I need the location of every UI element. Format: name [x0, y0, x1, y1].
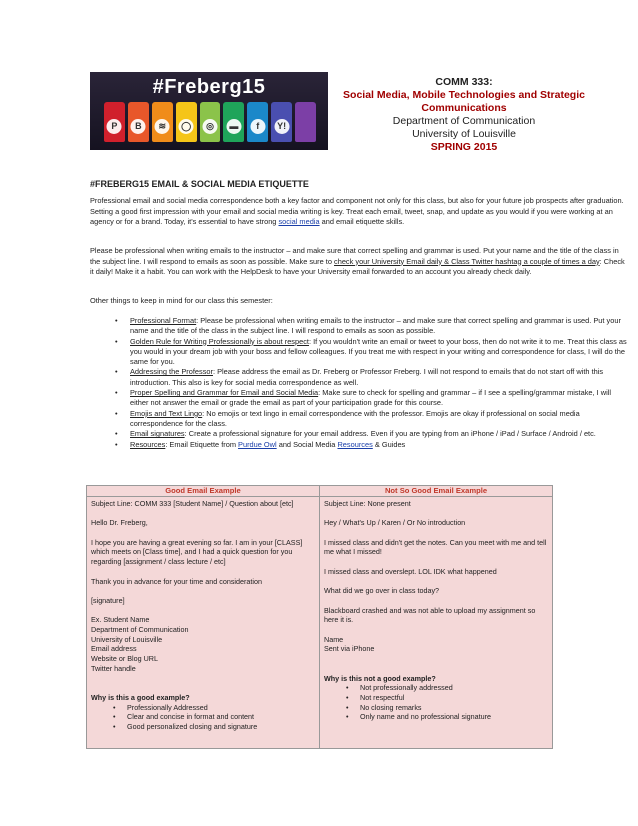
course-name-line1: Social Media, Mobile Technologies and Strategic — [343, 89, 585, 101]
course-code: COMM 333: — [435, 76, 493, 88]
spacer — [324, 664, 548, 674]
table-line: Department of Communication — [91, 625, 189, 635]
table-line: Hey / What's Up / Karen / Or No introduction — [324, 518, 466, 528]
table-line: Blackboard crashed and was not able to upload my assignment so here it is. — [324, 605, 536, 625]
banner-color-stripe — [295, 102, 316, 142]
table-line — [91, 586, 315, 596]
table-line — [324, 577, 548, 587]
banner-color-stripe — [200, 102, 221, 142]
social-network-icon: ▬ — [226, 119, 241, 134]
spacer — [91, 683, 315, 693]
table-line: Subject Line: None present — [324, 499, 411, 508]
social-network-icon: ≋ — [155, 119, 170, 134]
list-item: • Addressing the Professor: Please address the email as Dr. Freberg or Professor Freberg. I will not respond to emails that do not start off with this introduction. This also is key for social media correspondence as well. — [90, 367, 630, 388]
why-heading: Why is this not a good example? — [324, 673, 436, 683]
resources-link[interactable]: Resources — [337, 439, 373, 449]
email-paragraph: Please be professional when writing emails to the instructor – and make sure that correct spelling and grammar is used. Put your name and the title of the class in the subject line. I will respond to emails as soon as possible. Make sure to check your University Email daily & Class Twitter hashtag a couple of times a day: Check it daily! Make it a habit. You can work with the HelpDesk to have your University email forwarded to an account you already check daily. — [90, 246, 625, 276]
table-line — [324, 509, 548, 519]
term: SPRING 2015 — [430, 141, 498, 153]
freberg15-banner-image — [90, 72, 328, 150]
social-icons-strip — [104, 102, 316, 142]
table-line: I missed class and overslept. LOL IDK what happened — [324, 566, 497, 576]
list-item: • Professionally Addressed — [91, 703, 315, 713]
table-line: Name — [324, 634, 344, 644]
social-network-icon: ◎ — [203, 119, 218, 134]
department: Department of Communication — [392, 115, 536, 127]
table-line: What did we go over in class today? — [324, 586, 440, 596]
table-line: Subject Line: COMM 333 [Student Name] / Question about [etc] — [91, 499, 294, 508]
table-line — [324, 596, 548, 606]
banner-color-stripe — [223, 102, 244, 142]
table-line: I missed class and didn't get the notes. Can you meet with me and tell me what I missed! — [324, 537, 547, 557]
table-line: I hope you are having a great evening so far. I am in your [CLASS] which meets on [Class time], and I had a quick question for you regarding [assignment / class lecture / etc] — [91, 537, 303, 567]
table-header — [87, 486, 552, 497]
table-line: [signature] — [91, 595, 125, 605]
page-title: #FREBERG15 EMAIL & SOCIAL MEDIA ETIQUETTE — [90, 179, 309, 189]
bad-example-column — [320, 497, 552, 748]
table-line: Sent via iPhone — [324, 644, 375, 654]
good-example-header: Good Email Example — [87, 486, 320, 496]
table-line: Thank you in advance for your time and consideration — [91, 576, 263, 586]
university: University of Louisville — [412, 128, 516, 140]
list-item: • Resources: Email Etiquette from Purdue Owl and Social Media Resources & Guides — [90, 440, 630, 450]
reasons-list — [91, 703, 315, 732]
why-heading: Why is this a good example? — [91, 692, 190, 702]
banner-color-stripe — [152, 102, 173, 142]
banner-color-stripe — [176, 102, 197, 142]
banner-color-stripe — [104, 102, 125, 142]
spacer — [91, 674, 315, 684]
banner-hashtag: #Freberg15 — [152, 76, 266, 98]
table-line: University of Louisville — [91, 634, 163, 644]
good-example-column — [87, 497, 320, 748]
social-network-icon: P — [107, 119, 122, 134]
table-line: Ex. Student Name — [91, 615, 150, 625]
list-item: • Golden Rule for Writing Professionally is about respect: If you wouldn't write an email or tweet to your boss, then do not write it to me. Treat this class as you would in your dream job with your boss and fellow colleagues. If you treat me with respect in your writing and correspondence for class, I will do the same for you. — [90, 337, 630, 368]
spacer — [324, 654, 548, 664]
social-network-icon: Y! — [274, 119, 289, 134]
list-item: • Proper Spelling and Grammar for Email and Social Media: Make sure to check for spelling and grammar – if I see a spelling/grammar mistake, I will either not answer the email or grade the email as part of your participation grade for this course. — [90, 388, 630, 409]
reasons-list — [324, 683, 548, 722]
list-item: • Email signatures: Create a professional signature for your email address. Even if you are typing from an iPhone / iPad / Surface / Android / etc. — [90, 429, 630, 439]
table-line: Email address — [91, 644, 137, 654]
other-things-paragraph: Other things to keep in mind for our class this semester: — [90, 296, 273, 305]
email-examples-table — [86, 485, 553, 749]
table-body — [87, 497, 552, 748]
table-line: Twitter handle — [91, 663, 136, 673]
purdue-owl-link[interactable]: Purdue Owl — [238, 439, 277, 449]
list-item: • Good personalized closing and signature — [91, 722, 315, 732]
table-line: Website or Blog URL — [91, 654, 158, 664]
list-item: • Only name and no professional signature — [324, 712, 548, 722]
table-line — [324, 625, 548, 635]
list-item: • Not professionally addressed — [324, 683, 548, 693]
list-item: • No closing remarks — [324, 703, 548, 713]
banner-color-stripe — [128, 102, 149, 142]
banner-color-stripe — [247, 102, 268, 142]
list-item: • Emojis and Text Lingo: No emojis or text lingo in email correspondence with the professor. Emojis are okay if professional on social media correspondence for the class. — [90, 409, 630, 430]
table-line — [324, 528, 548, 538]
banner-color-stripe — [271, 102, 292, 142]
table-line — [324, 557, 548, 567]
social-network-icon: B — [131, 119, 146, 134]
table-line — [91, 509, 315, 519]
bad-example-header: Not So Good Email Example — [384, 486, 488, 495]
table-line — [91, 528, 315, 538]
table-line — [91, 567, 315, 577]
social-media-link[interactable]: social media — [278, 217, 320, 226]
intro-paragraph: Professional email and social media correspondence both a key factor and component not only for this class, but also for your future job prospects after graduation. Setting a good first impression with your email and social media writing is key. Treat each email, tweet, snap, and update as you would if you were working at an agency or for a brand. Today, it's essential to have strong social media and email etiquette skills. — [90, 196, 624, 226]
course-name-line2: Communications — [421, 102, 507, 114]
check-email-underlined: check your University Email daily & Class Twitter hashtag a couple of times a day — [334, 256, 600, 266]
social-network-icon: ◯ — [179, 119, 194, 134]
table-line — [91, 606, 315, 616]
list-item: • Not respectful — [324, 693, 548, 703]
list-item: • Clear and concise in format and content — [91, 712, 315, 722]
table-line: Hello Dr. Freberg, — [91, 518, 148, 528]
course-info — [330, 76, 598, 154]
list-item: • Professional Format: Please be professional when writing emails to the instructor – and make sure that correct spelling and grammar is used. Put your name and the title of the class in the subject line. I will respond to emails as soon as possible. — [90, 316, 630, 337]
etiquette-rules-list — [90, 316, 630, 450]
social-network-icon: f — [250, 119, 265, 134]
